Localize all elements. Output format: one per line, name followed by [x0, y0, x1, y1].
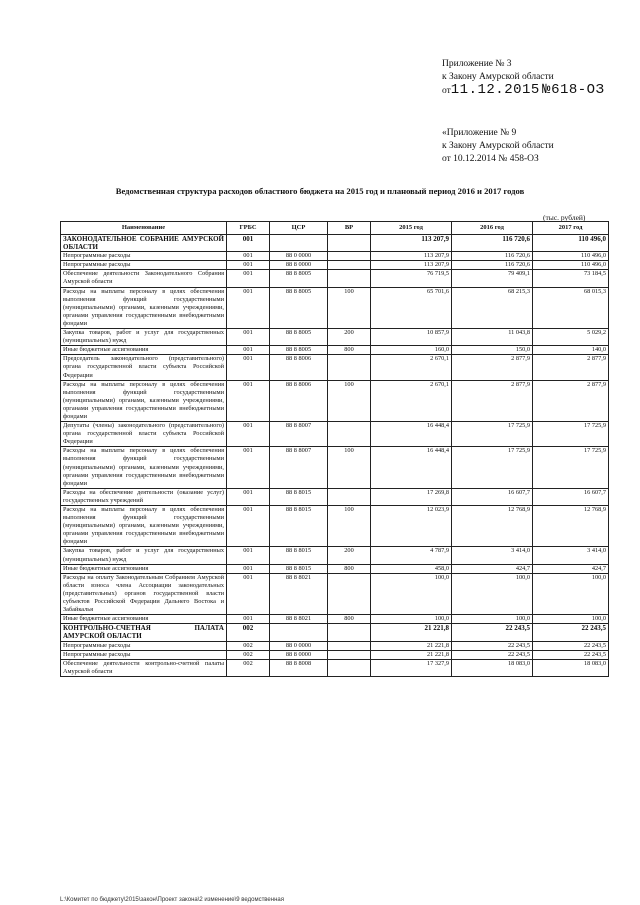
- row-name: Расходы на выплаты персоналу в целях обеспечения выполнения функций государственными (муниципальными) органами, казенными учреждениями, органами управления государственными внебюджетными фондами: [61, 380, 227, 421]
- row-vr: 800: [328, 615, 371, 624]
- row-2016: 22 243,5: [452, 624, 533, 641]
- table-row: [61, 659, 609, 676]
- col-2017-header: 2017 год: [533, 222, 609, 235]
- row-vr: [328, 270, 371, 287]
- row-name: Непрограммные расходы: [61, 650, 227, 659]
- table-row: [61, 235, 609, 252]
- row-2016: 17 725,9: [452, 422, 533, 447]
- row-name: КОНТРОЛЬНО-СЧЕТНАЯ ПАЛАТА АМУРСКОЙ ОБЛАСТИ: [61, 624, 227, 641]
- row-2016: 22 243,5: [452, 641, 533, 650]
- row-2017: 2 877,9: [533, 355, 609, 380]
- row-2017: 22 243,5: [533, 650, 609, 659]
- row-name: Закупка товаров, работ и услуг для государственных (муниципальных) нужд: [61, 547, 227, 564]
- table-row: [61, 547, 609, 564]
- row-grbs: 001: [227, 380, 270, 421]
- table-row: [61, 346, 609, 355]
- row-2015: 21 221,8: [371, 624, 452, 641]
- table-row: [61, 641, 609, 650]
- row-vr: [328, 573, 371, 614]
- row-name: Иные бюджетные ассигнования: [61, 615, 227, 624]
- row-2017: 5 029,2: [533, 329, 609, 346]
- table-row: [61, 488, 609, 505]
- appendix-law-ref: к Закону Амурской области: [442, 72, 554, 82]
- col-2015-header: 2015 год: [371, 222, 452, 235]
- row-2016: 116 720,6: [452, 252, 533, 261]
- table-row: [61, 447, 609, 488]
- table-row: [61, 261, 609, 270]
- row-name: Расходы на выплаты персоналу в целях обеспечения выполнения функций государственными (муниципальными) органами, казенными учреждениями, органами управления государственными внебюджетными фондами: [61, 287, 227, 328]
- row-2016: 11 043,8: [452, 329, 533, 346]
- row-2017: 110 496,0: [533, 235, 609, 252]
- row-vr: 800: [328, 564, 371, 573]
- row-2015: 12 023,9: [371, 506, 452, 547]
- row-csr: 88 8 8005: [270, 270, 328, 287]
- law-number: №618-ОЗ: [542, 82, 605, 98]
- original-appendix-date: от 10.12.2014 № 458-ОЗ: [442, 154, 539, 164]
- table-row: [61, 573, 609, 614]
- row-vr: [328, 252, 371, 261]
- row-2017: 140,0: [533, 346, 609, 355]
- row-grbs: 002: [227, 650, 270, 659]
- row-2015: 21 221,8: [371, 641, 452, 650]
- row-csr: 88 8 8005: [270, 346, 328, 355]
- row-grbs: 001: [227, 355, 270, 380]
- table-row: [61, 624, 609, 641]
- row-csr: 88 8 8005: [270, 329, 328, 346]
- row-name: Закупка товаров, работ и услуг для государственных (муниципальных) нужд: [61, 329, 227, 346]
- row-2016: 3 414,0: [452, 547, 533, 564]
- row-2015: 113 207,9: [371, 252, 452, 261]
- appendix-number: Приложение № 3: [442, 59, 512, 69]
- row-grbs: 002: [227, 624, 270, 641]
- row-2016: 12 768,9: [452, 506, 533, 547]
- row-2016: 17 725,9: [452, 447, 533, 488]
- original-appendix-law-ref: к Закону Амурской области: [442, 141, 554, 151]
- table-row: [61, 329, 609, 346]
- row-grbs: 001: [227, 506, 270, 547]
- row-csr: 88 8 8006: [270, 355, 328, 380]
- row-2017: 2 877,9: [533, 380, 609, 421]
- table-row: [61, 380, 609, 421]
- row-2017: 22 243,5: [533, 641, 609, 650]
- table-row: [61, 650, 609, 659]
- row-2016: 68 215,3: [452, 287, 533, 328]
- row-2015: 17 269,8: [371, 488, 452, 505]
- row-name: Обеспечение деятельности контрольно-счетной палаты Амурской области: [61, 659, 227, 676]
- row-2015: 160,0: [371, 346, 452, 355]
- row-vr: [328, 659, 371, 676]
- row-2016: 2 877,9: [452, 355, 533, 380]
- row-csr: 88 8 0000: [270, 650, 328, 659]
- row-csr: 88 8 8015: [270, 564, 328, 573]
- row-csr: 88 8 8015: [270, 506, 328, 547]
- row-grbs: 001: [227, 573, 270, 614]
- row-csr: 88 0 0000: [270, 252, 328, 261]
- row-2017: 17 725,9: [533, 447, 609, 488]
- row-name: Обеспечение деятельности Законодательного Собрания Амурской области: [61, 270, 227, 287]
- table-row: [61, 355, 609, 380]
- row-name: Иные бюджетные ассигнования: [61, 346, 227, 355]
- col-grbs-header: ГРБС: [227, 222, 270, 235]
- row-2015: 113 207,9: [371, 235, 452, 252]
- row-2015: 2 670,1: [371, 355, 452, 380]
- row-csr: 88 8 8008: [270, 659, 328, 676]
- row-name: ЗАКОНОДАТЕЛЬНОЕ СОБРАНИЕ АМУРСКОЙ ОБЛАСТИ: [61, 235, 227, 252]
- row-csr: 88 8 8006: [270, 380, 328, 421]
- row-2017: 110 496,0: [533, 261, 609, 270]
- row-2017: 424,7: [533, 564, 609, 573]
- row-2015: 113 207,9: [371, 261, 452, 270]
- row-grbs: 001: [227, 270, 270, 287]
- row-2015: 76 719,5: [371, 270, 452, 287]
- col-2016-header: 2016 год: [452, 222, 533, 235]
- row-2015: 17 327,9: [371, 659, 452, 676]
- row-2017: 22 243,5: [533, 624, 609, 641]
- unit-label: (тыс. рублей): [543, 213, 586, 222]
- table-body: [61, 235, 609, 677]
- row-2017: 18 083,0: [533, 659, 609, 676]
- row-csr: 88 8 8007: [270, 422, 328, 447]
- col-name-header: Наименование: [61, 222, 227, 235]
- row-vr: [328, 235, 371, 252]
- row-2015: 100,0: [371, 573, 452, 614]
- row-2017: 73 184,5: [533, 270, 609, 287]
- row-2016: 150,0: [452, 346, 533, 355]
- row-name: Расходы на оплату Законодательным Собранием Амурской области взноса члена Ассоциации законодательных (представительных) органов государственной власти субъектов Российской Федерации Дальнего Востока и Забайкалья: [61, 573, 227, 614]
- row-vr: 100: [328, 447, 371, 488]
- row-2015: 458,0: [371, 564, 452, 573]
- row-grbs: 001: [227, 422, 270, 447]
- row-csr: 88 0 0000: [270, 641, 328, 650]
- row-grbs: 001: [227, 329, 270, 346]
- table-row: [61, 252, 609, 261]
- row-grbs: 001: [227, 447, 270, 488]
- original-appendix-header: [442, 127, 554, 166]
- row-vr: 100: [328, 380, 371, 421]
- row-2016: 116 720,6: [452, 261, 533, 270]
- row-2016: 16 607,7: [452, 488, 533, 505]
- row-grbs: 001: [227, 235, 270, 252]
- row-vr: 100: [328, 506, 371, 547]
- row-2017: 110 496,0: [533, 252, 609, 261]
- row-grbs: 001: [227, 488, 270, 505]
- row-2016: 116 720,6: [452, 235, 533, 252]
- row-2015: 100,0: [371, 615, 452, 624]
- col-vr-header: ВР: [328, 222, 371, 235]
- row-csr: [270, 624, 328, 641]
- row-vr: 200: [328, 547, 371, 564]
- row-vr: [328, 488, 371, 505]
- row-2017: 3 414,0: [533, 547, 609, 564]
- row-2016: 18 083,0: [452, 659, 533, 676]
- row-2016: 424,7: [452, 564, 533, 573]
- table-row: [61, 422, 609, 447]
- row-grbs: 001: [227, 547, 270, 564]
- row-name: Непрограммные расходы: [61, 261, 227, 270]
- row-name: Непрограммные расходы: [61, 252, 227, 261]
- row-2017: 100,0: [533, 615, 609, 624]
- row-2017: 68 015,3: [533, 287, 609, 328]
- appendix-date-line: от11.12.2015 №618-ОЗ: [442, 82, 605, 98]
- row-vr: [328, 422, 371, 447]
- row-csr: [270, 235, 328, 252]
- row-name: Председатель законодательного (представительного) органа государственной власти субъекта Российской Федерации: [61, 355, 227, 380]
- row-vr: [328, 650, 371, 659]
- row-2017: 17 725,9: [533, 422, 609, 447]
- row-2017: 16 607,7: [533, 488, 609, 505]
- row-name: Расходы на выплаты персоналу в целях обеспечения выполнения функций государственными (муниципальными) органами, казенными учреждениями, органами управления государственными внебюджетными фондами: [61, 506, 227, 547]
- table-row: [61, 506, 609, 547]
- row-grbs: 001: [227, 564, 270, 573]
- row-csr: 88 8 8005: [270, 287, 328, 328]
- file-path-footer: L:\Комитет по бюджету\2015\закон\Проект закона\2 изменение\9 ведомственная: [60, 897, 284, 903]
- row-2015: 16 448,4: [371, 422, 452, 447]
- row-name: Расходы на обеспечение деятельности (оказание услуг) государственных учреждений: [61, 488, 227, 505]
- row-2016: 79 409,1: [452, 270, 533, 287]
- row-grbs: 002: [227, 659, 270, 676]
- row-2017: 100,0: [533, 573, 609, 614]
- row-name: Расходы на выплаты персоналу в целях обеспечения выполнения функций государственными (муниципальными) органами, казенными учреждениями, органами управления государственными внебюджетными фондами: [61, 447, 227, 488]
- row-2015: 2 670,1: [371, 380, 452, 421]
- row-csr: 88 8 0000: [270, 261, 328, 270]
- table-row: [61, 270, 609, 287]
- row-grbs: 001: [227, 287, 270, 328]
- col-csr-header: ЦСР: [270, 222, 328, 235]
- table-row: [61, 287, 609, 328]
- row-2016: 100,0: [452, 615, 533, 624]
- row-2015: 4 787,9: [371, 547, 452, 564]
- row-grbs: 001: [227, 346, 270, 355]
- row-name: Депутаты (члены) законодательного (представительного) органа государственной власти субъекта Российской Федерации: [61, 422, 227, 447]
- row-2017: 12 768,9: [533, 506, 609, 547]
- row-vr: 200: [328, 329, 371, 346]
- row-grbs: 002: [227, 641, 270, 650]
- table-header-row: [61, 222, 609, 235]
- row-vr: [328, 261, 371, 270]
- row-2015: 10 857,9: [371, 329, 452, 346]
- row-2016: 22 243,5: [452, 650, 533, 659]
- row-csr: 88 8 8015: [270, 547, 328, 564]
- row-vr: [328, 355, 371, 380]
- document-title: Ведомственная структура расходов областного бюджета на 2015 год и плановый период 2016 и 2017 годов: [115, 186, 525, 196]
- row-2016: 2 877,9: [452, 380, 533, 421]
- table-row: [61, 564, 609, 573]
- row-vr: 100: [328, 287, 371, 328]
- row-vr: 800: [328, 346, 371, 355]
- appendix-header: [442, 58, 604, 98]
- row-csr: 88 8 8021: [270, 615, 328, 624]
- law-date: 11.12.2015: [450, 82, 540, 98]
- budget-table: [60, 221, 609, 677]
- row-grbs: 001: [227, 261, 270, 270]
- row-csr: 88 8 8015: [270, 488, 328, 505]
- row-2015: 21 221,8: [371, 650, 452, 659]
- row-name: Иные бюджетные ассигнования: [61, 564, 227, 573]
- row-2016: 100,0: [452, 573, 533, 614]
- row-name: Непрограммные расходы: [61, 641, 227, 650]
- table-row: [61, 615, 609, 624]
- row-csr: 88 8 8021: [270, 573, 328, 614]
- row-grbs: 001: [227, 615, 270, 624]
- row-2015: 16 448,4: [371, 447, 452, 488]
- row-vr: [328, 624, 371, 641]
- row-grbs: 001: [227, 252, 270, 261]
- original-appendix-number: «Приложение № 9: [442, 128, 517, 138]
- row-csr: 88 8 8007: [270, 447, 328, 488]
- row-2015: 65 701,6: [371, 287, 452, 328]
- row-vr: [328, 641, 371, 650]
